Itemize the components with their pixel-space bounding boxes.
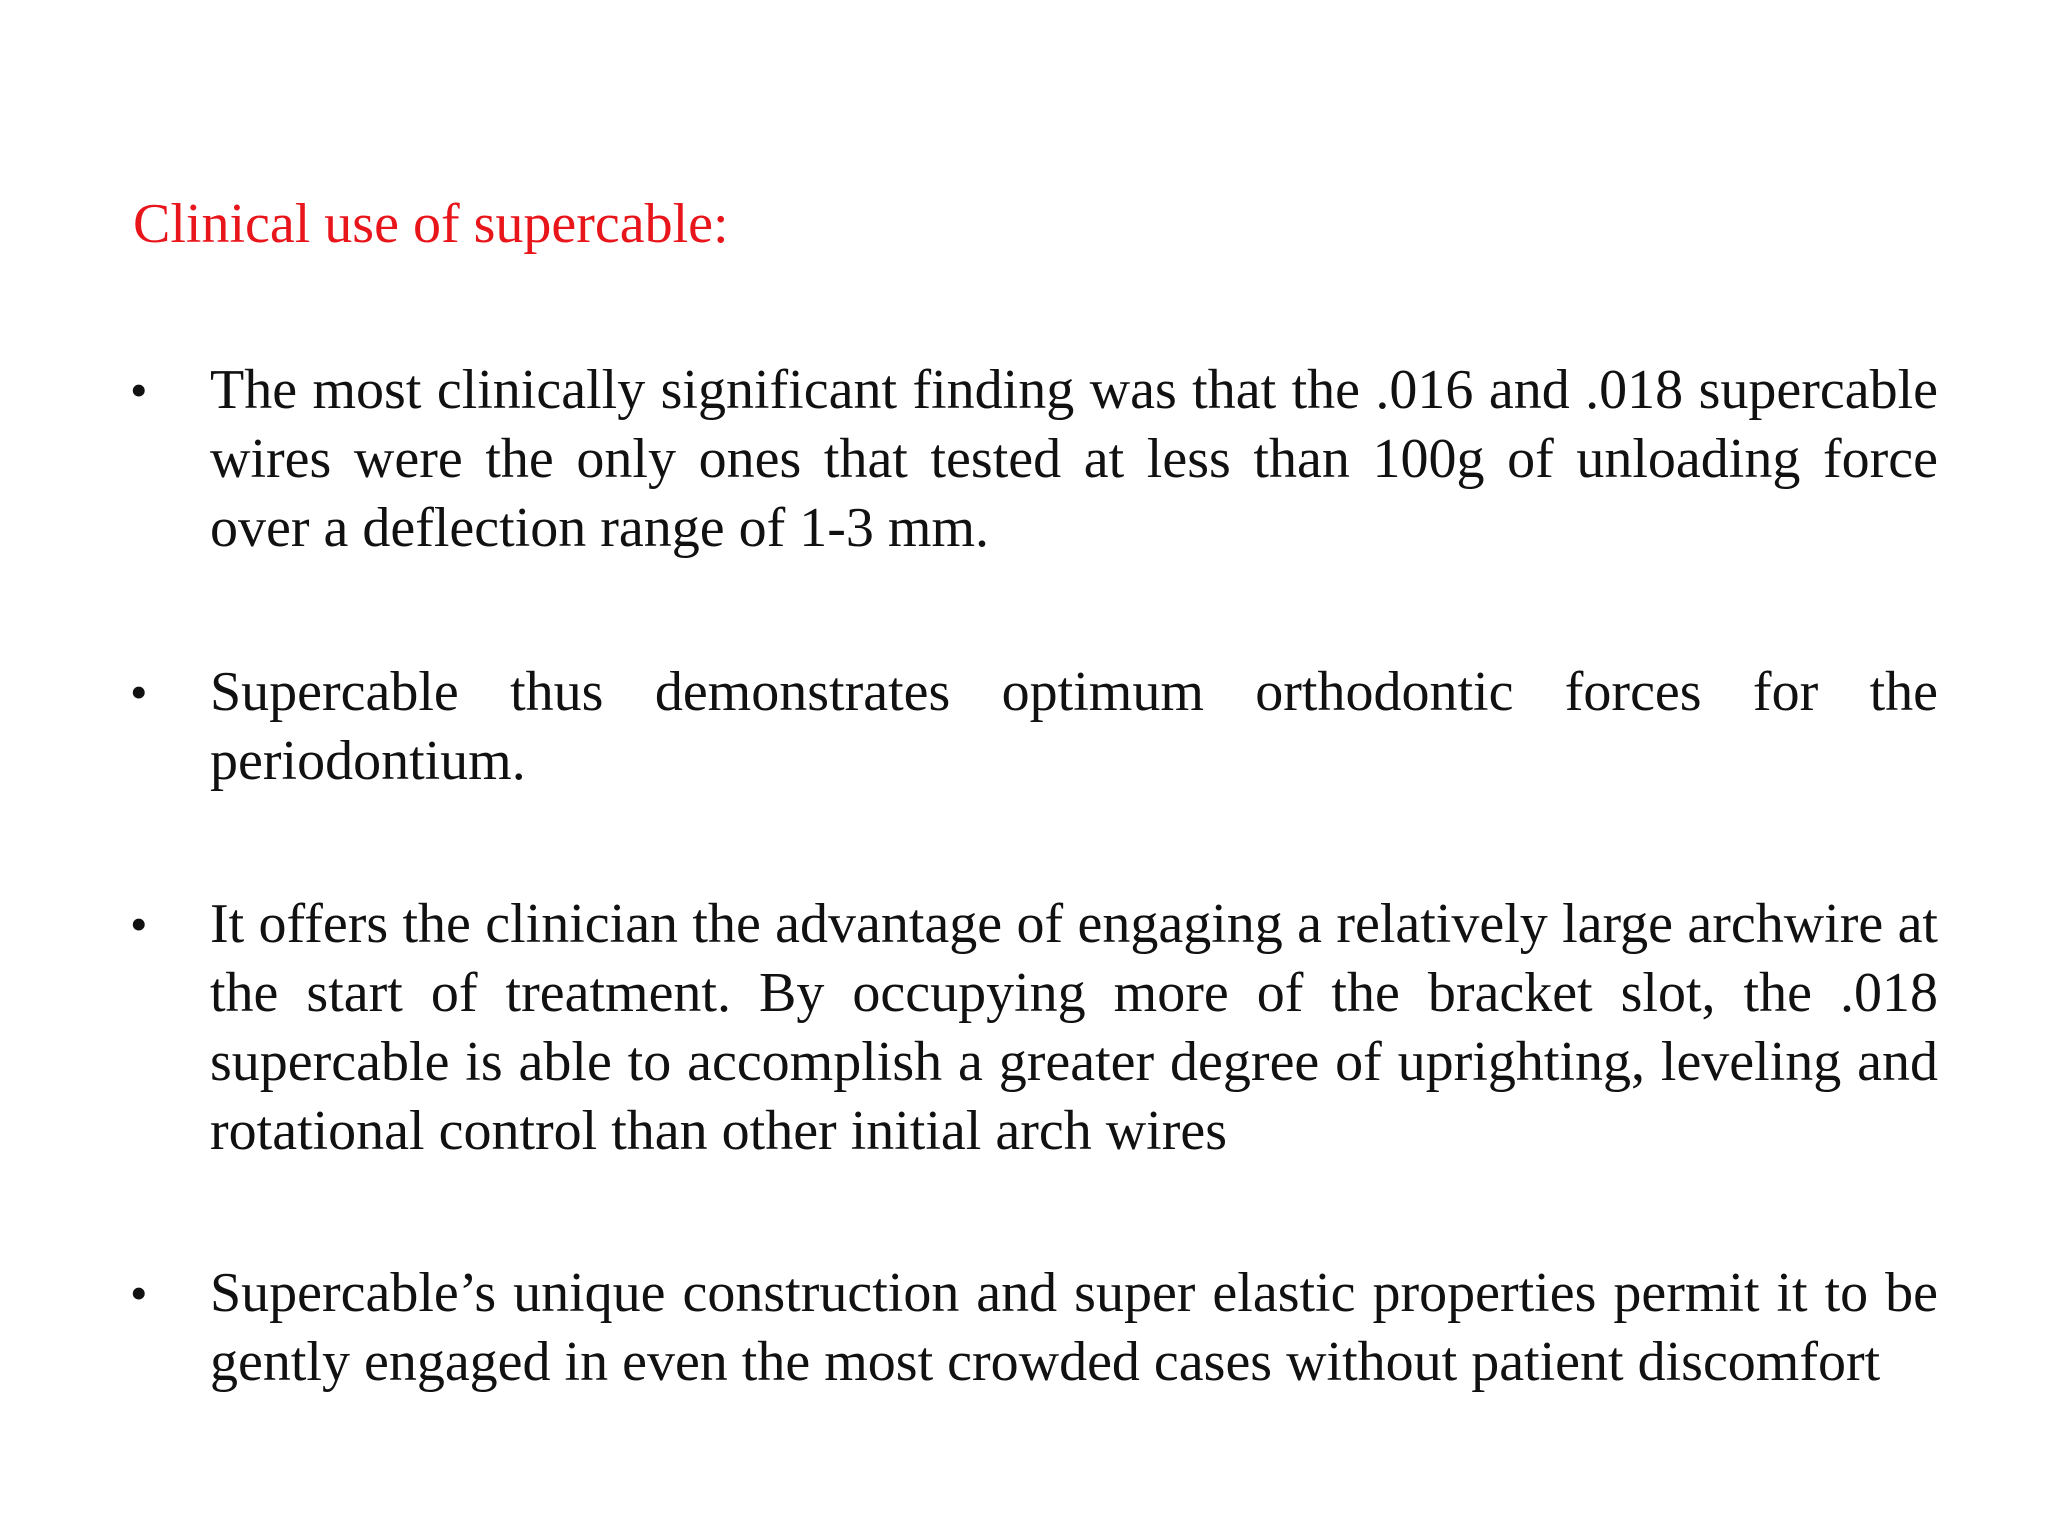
bullet-icon: • [130,362,148,418]
bullet-icon: • [130,1265,148,1321]
slide-title: Clinical use of supercable: [133,193,729,255]
bullet-text: The most clinically significant finding was that the .016 and .018 supercable wires were the only ones that tested at less than 100g of unloading force over a deflection range of 1-3 mm. [210,359,1938,559]
bullet-icon: • [130,896,148,952]
bullet-text: Supercable thus demonstrates optimum orthodontic forces for the periodontium. [210,661,1938,792]
bullet-text: Supercable’s unique construction and super elastic properties permit it to be gently engaged in even the most crowded cases without patient discomfort [210,1262,1938,1393]
bullet-icon: • [130,664,148,720]
bullet-text: It offers the clinician the advantage of engaging a relatively large archwire at the start of treatment. By occupying more of the bracket slot, the .018 supercable is able to accomplish a greater degree of uprighting, leveling and rotational control than other initial arch wires [210,893,1938,1162]
